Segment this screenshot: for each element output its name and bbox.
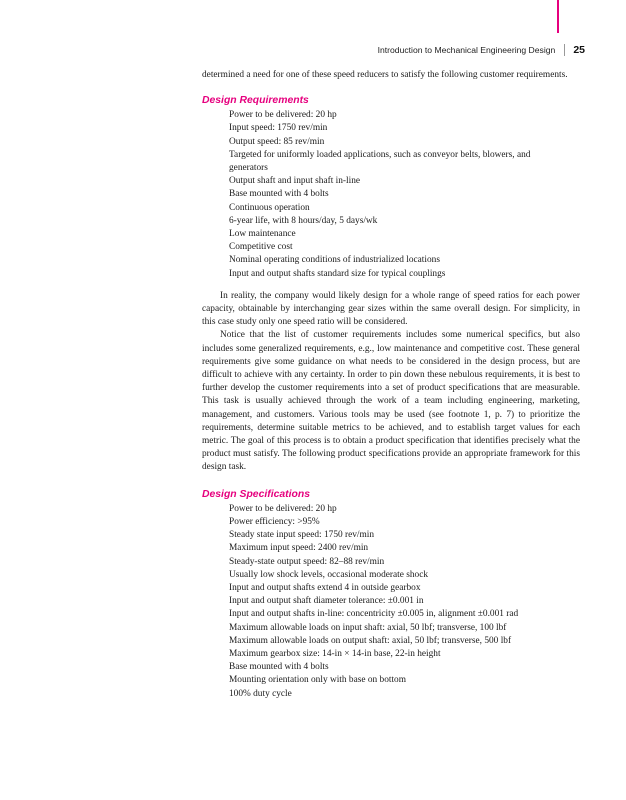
header-divider: [564, 44, 565, 56]
list-item: Input and output shafts standard size for typical couplings: [229, 268, 446, 279]
list-item: Input and output shaft diameter tolerance: ±0.001 in: [229, 596, 424, 607]
list-item: Continuous operation: [229, 202, 310, 213]
list-item: Targeted for uniformly loaded applications, such as conveyor belts, blowers, and generators: [229, 149, 531, 174]
list-item: Maximum allowable loads on input shaft: axial, 50 lbf; transverse, 100 lbf: [229, 622, 507, 633]
list-item: Input and output shafts in-line: concentricity ±0.005 in, alignment ±0.001 rad: [229, 609, 519, 620]
design-requirements-heading: Design Requirements: [202, 95, 309, 107]
list-item: Competitive cost: [229, 242, 293, 253]
list-item: Maximum input speed: 2400 rev/min: [229, 543, 369, 554]
list-item: 100% duty cycle: [229, 688, 292, 699]
design-specifications-heading: Design Specifications: [202, 488, 310, 500]
intro-paragraph: determined a need for one of these speed reducers to satisfy the following customer requirements.: [202, 70, 568, 80]
body-paragraph: In reality, the company would likely design for a whole range of speed ratios for each power capacity, obtainable by interchanging gear sizes within the same overall design. For simplicity, in this case study only one speed ratio will be considered.: [202, 290, 580, 328]
list-item: Maximum gearbox size: 14-in × 14-in base, 22-in height: [229, 648, 441, 659]
running-header: [378, 44, 585, 56]
page-body: [202, 69, 580, 701]
list-item: Maximum allowable loads on output shaft: axial, 50 lbf; transverse, 500 lbf: [229, 635, 512, 646]
body-paragraph: Notice that the list of customer requirements includes some numerical specifics, but also includes some generalized requirements, e.g., low maintenance and competitive cost. These general requirements give some guidance on what needs to be considered in the design process, but are difficult to achieve with any certainty. In order to pin down these nebulous requirements, it is best to further develop the customer requirements into a set of product specifications that are measurable. This task is usually achieved through the work of a team including engineering, marketing, management, and customers. Various tools may be used (see footnote 1, p. 7) to prioritize the requirements, determine suitable metrics to be achieved, and to establish target values for each metric. The goal of this process is to obtain a product specification that identifies precisely what the product must satisfy. The following product specifications provide an appropriate framework for this design task.: [202, 330, 580, 473]
list-item: 6-year life, with 8 hours/day, 5 days/wk: [229, 215, 378, 226]
list-item: Base mounted with 4 bolts: [229, 189, 329, 200]
list-item: Low maintenance: [229, 229, 296, 240]
list-item: Base mounted with 4 bolts: [229, 662, 329, 673]
list-item: Power to be delivered: 20 hp: [229, 110, 337, 121]
list-item: Steady-state output speed: 82–88 rev/min: [229, 556, 385, 567]
list-item: Input speed: 1750 rev/min: [229, 123, 328, 134]
list-item: Output speed: 85 rev/min: [229, 136, 325, 147]
design-requirements-list: [229, 109, 580, 281]
list-item: Mounting orientation only with base on bottom: [229, 675, 406, 686]
running-title: Introduction to Mechanical Engineering Design: [377, 45, 556, 55]
top-accent-rule: [557, 0, 559, 33]
list-item: Steady state input speed: 1750 rev/min: [229, 530, 375, 541]
list-item: Power to be delivered: 20 hp: [229, 503, 337, 514]
list-item: Usually low shock levels, occasional moderate shock: [229, 569, 429, 580]
page-number: 25: [573, 44, 585, 56]
list-item: Output shaft and input shaft in-line: [229, 176, 361, 187]
list-item: Nominal operating conditions of industrialized locations: [229, 255, 440, 266]
design-specifications-list: [229, 503, 580, 701]
list-item: Power efficiency: >95%: [229, 516, 320, 527]
list-item: Input and output shafts extend 4 in outside gearbox: [229, 582, 421, 593]
